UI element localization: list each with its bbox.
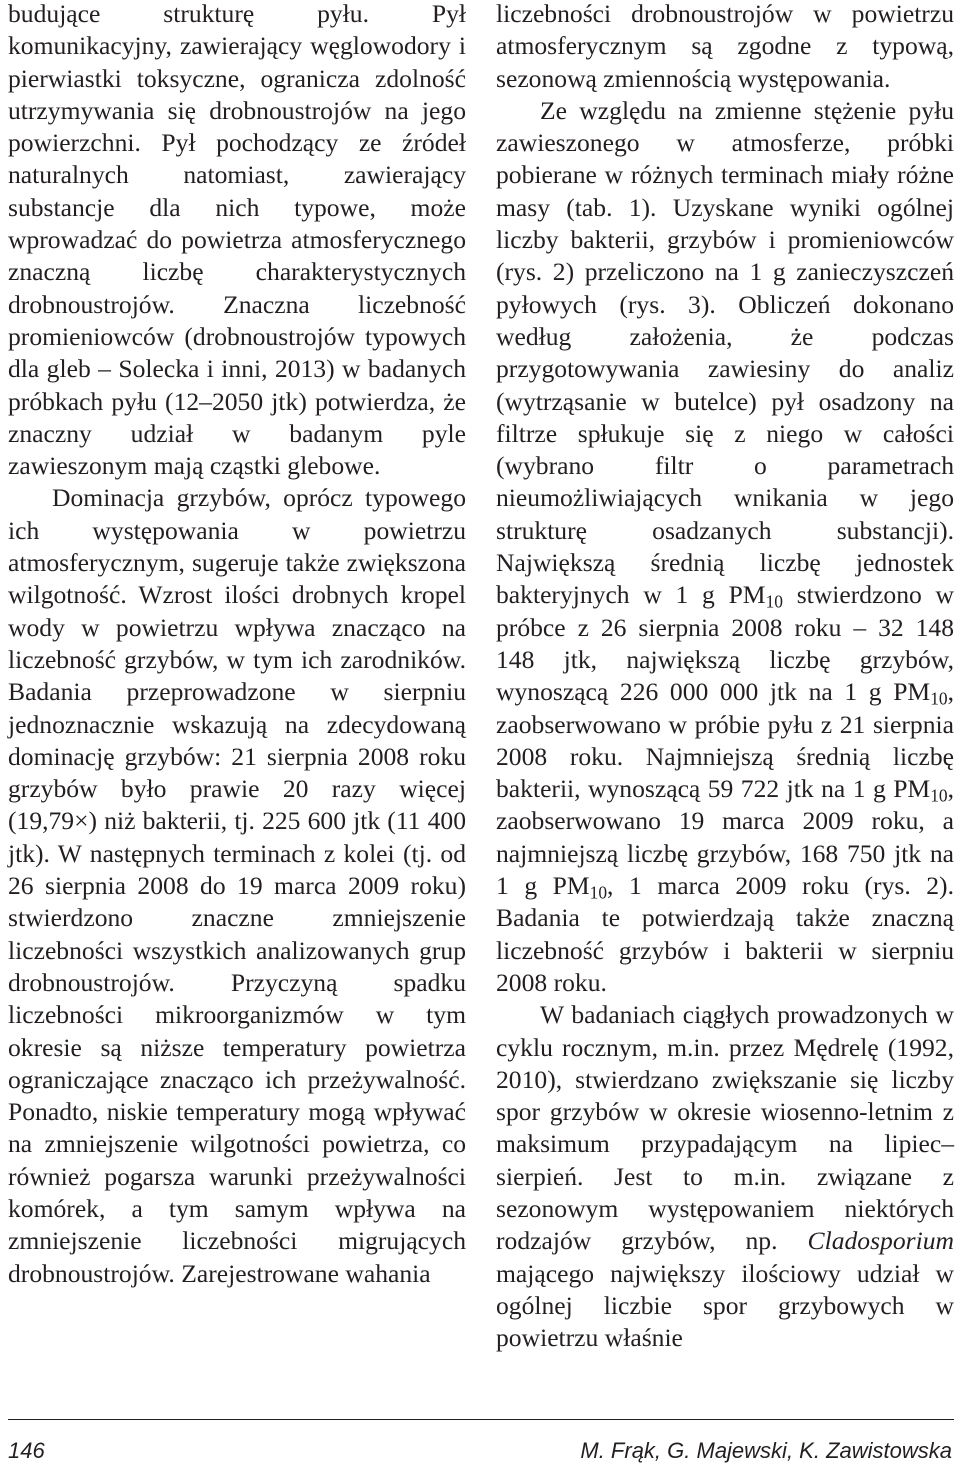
genus-name: Cladosporium [807,1226,954,1256]
pm-subscript: 10 [930,785,948,806]
left-text-column [8,0,466,1290]
paragraph-results [496,95,954,999]
studies-text-part: W badaniach ciągłych prowadzonych w cyklu rocznym, m.in. przez Mędrelę (1992, 2010), stwierdzano zwiększanie się liczby spor grzybów w okresie wiosenno-letnim z maksimum przypadającym na lipiec–sierpień. Jest to m.in. związane z sezonowym występowaniem niektórych rodzajów grzybów, np. [496,1000,954,1256]
paragraph-fungi-dominance: Dominacja grzybów, oprócz typowego ich występowania w powietrzu atmosferycznym, sugeruje także zwiększona wilgotność. Wzrost ilości drobnych kropel wody w powietrzu wpływa znacząco na liczebność grzybów, w tym ich zarodników. Badania przeprowadzone w sierpniu jednoznacznie wskazują na zdecydowaną dominację grzybów: 21 sierpnia 2008 roku grzybów było prawie 20 razy więcej (19,79×) niż bakterii, tj. 225 600 jtk (11 400 jtk). W następnych terminach z kolei (tj. od 26 sierpnia 2008 do 19 marca 2009 roku) stwierdzono znaczne zmniejszenie liczebności wszystkich analizowanych grup drobnoustrojów. Przyczyną spadku liczebności mikroorganizmów w tym okresie są niższe temperatury powietrza ograniczające znacząco ich przeżywalność. Ponadto, niskie temperatury mogą wpływać na zmniejszenie wilgotności powietrza, co również pogarsza warunki przeżywalności komórek, a tym samym wpływa na zmniejszenie liczebności migrujących drobnoustrojów. Zarejestrowane wahania [8,483,466,1288]
results-text-part: , zaobserwowano 19 marca 2009 roku, a najmniejszą liczbę grzybów, 168 750 jtk na 1 g PM [496,774,954,901]
running-footer-authors: M. Frąk, G. Majewski, K. Zawistowska [580,1438,952,1463]
results-text-part: , 1 marca 2009 roku (rys. 2). Badania te potwierdzają także znaczną liczebność grzybów i bakterii w sierpniu 2008 roku. [496,871,954,997]
results-text-part: Ze względu na zmienne stężenie pyłu zawieszonego w atmosferze, próbki pobierane w różnych terminach miały różne masy (tab. 1). Uzyskane wyniki ogólnej liczby bakterii, grzybów i promieniowców (rys. 2) przeliczono na 1 g zanieczyszczeń pyłowych (rys. 3). Obliczeń dokonano według założenia, że podczas przygotowywania zawiesiny do analiz (wytrząsanie w butelce) pył osadzony na filtrze spłukuje się z niego w całości (wybrano filtr o parametrach nieumożliwiających wnikania w jego strukturę osadzanych substancji). Największą średnią liczbę jednostek bakteryjnych w 1 g PM [496,95,954,610]
results-text-part: , zaobserwowano w próbie pyłu z 21 sierpnia 2008 roku. Najmniejszą średnią liczbę bakterii, wynoszącą 59 722 jtk na 1 g PM [496,677,954,804]
paragraph-seasonal-variability: liczebności drobnoustrojów w powietrzu atmosferycznym są zgodne z typową, sezonową zmiennością występowania. [496,0,954,93]
paragraph-continuation: budujące strukturę pyłu. Pył komunikacyjny, zawierający węglowodory i pierwiastki toksyczne, ogranicza zdolność utrzymywania się drobnoustrojów na jego powierzchni. Pył pochodzący ze źródeł naturalnych natomiast, zawierający substancje dla nich typowe, może wprowadzać do powietrza atmosferycznego znaczną liczbę charakterystycznych drobnoustrojów. Znaczna liczebność promieniowców (drobnoustrojów typowych dla gleb – Solecka i inni, 2013) w badanych próbkach pyłu (12–2050 jtk) potwierdza, że znaczny udział w badanym pyle zawieszonym mają cząstki glebowe. [8,0,466,481]
studies-text-part: mającego największy ilościowy udział w ogólnej liczbie spor grzybowych w powietrzu właśnie [496,1258,954,1353]
pm-subscript: 10 [930,688,948,709]
pm-subscript: 10 [589,882,608,903]
footer-divider [8,1419,954,1420]
results-text-part: stwierdzono w próbce z 26 sierpnia 2008 roku – 32 148 148 jtk, największą liczbę grzybów, wynoszącą 226 000 000 jtk na 1 g PM [496,580,954,707]
pm-subscript: 10 [765,591,783,612]
page-number: 146 [8,1438,45,1463]
right-text-column [496,0,954,1354]
paragraph-continuous-studies [496,999,954,1354]
